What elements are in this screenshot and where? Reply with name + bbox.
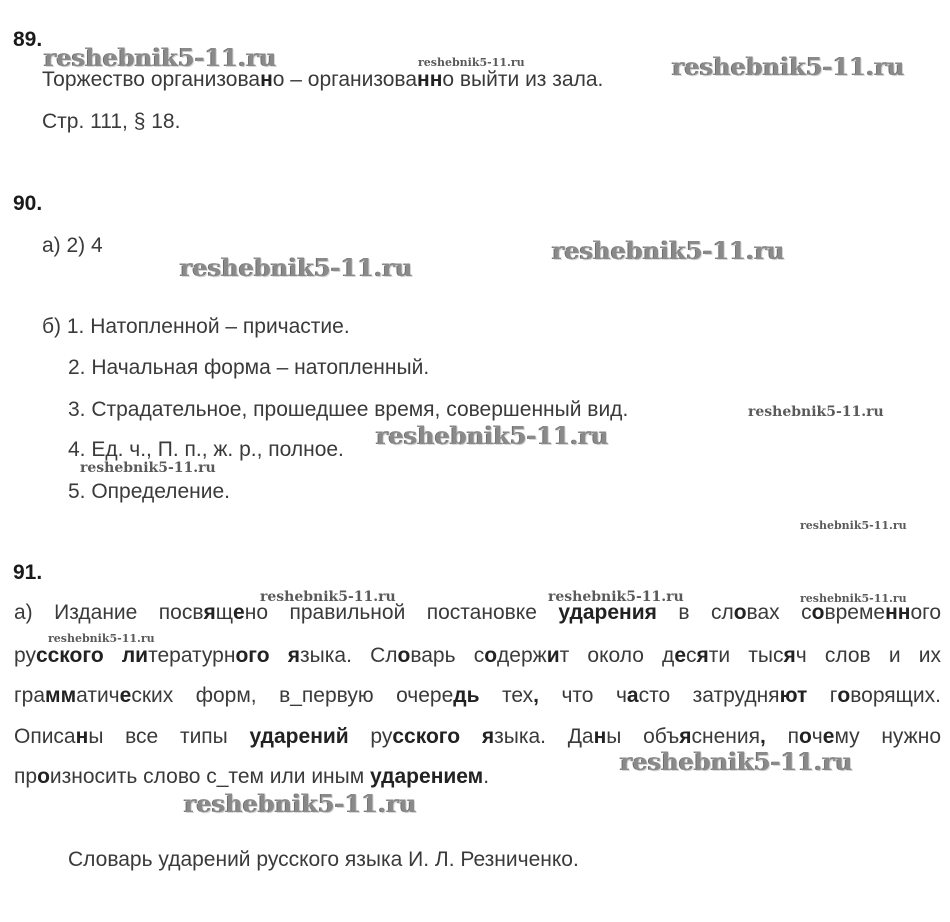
ex89-sentence: Торжество организовано – организованно выйти из зала. bbox=[42, 68, 604, 91]
watermark: reshebnik5-11.ru bbox=[620, 747, 853, 776]
ex91-line-1: а) Издание посвящено правильной постановке ударения в словах современного bbox=[14, 601, 942, 624]
ex90-item-5: 5. Определение. bbox=[68, 480, 230, 503]
ex90-item-1: б) 1. Натопленной – причастие. bbox=[42, 315, 350, 338]
ex91-source: Словарь ударений русского языка И. Л. Резниченко. bbox=[68, 848, 579, 871]
ex90-item-3: 3. Страдательное, прошедшее время, совершенный вид. bbox=[68, 398, 629, 421]
watermark: reshebnik5-11.ru bbox=[418, 56, 525, 69]
ex90-item-2: 2. Начальная форма – натопленный. bbox=[68, 356, 430, 379]
watermark: reshebnik5-11.ru bbox=[80, 460, 216, 476]
watermark: reshebnik5-11.ru bbox=[44, 43, 277, 72]
watermark: reshebnik5-11.ru bbox=[180, 253, 413, 282]
watermark: reshebnik5-11.ru bbox=[748, 404, 884, 420]
watermark: reshebnik5-11.ru bbox=[260, 589, 396, 605]
watermark: reshebnik5-11.ru bbox=[800, 592, 907, 605]
ex90-part-a: а) 2) 4 bbox=[42, 234, 103, 257]
exercise-number-90: 90. bbox=[13, 192, 43, 215]
watermark: reshebnik5-11.ru bbox=[552, 236, 785, 265]
ex91-line-3: грамматических форм, в_первую очередь тех, что часто затрудняют говорящих. bbox=[14, 684, 941, 707]
watermark: reshebnik5-11.ru bbox=[184, 789, 417, 818]
watermark: reshebnik5-11.ru bbox=[672, 52, 905, 81]
ex91-line-4: Описаны все типы ударений русского языка. Даны объяснения, почему нужно bbox=[14, 725, 941, 748]
ex91-line-5: произносить слово с_тем или иным ударением. bbox=[14, 765, 490, 788]
watermark: reshebnik5-11.ru bbox=[376, 421, 609, 450]
ex89-reference: Стр. 111, § 18. bbox=[42, 110, 181, 133]
watermark: reshebnik5-11.ru bbox=[800, 519, 907, 532]
ex91-line-2: русского литературного языка. Словарь содержит около десяти тысяч слов и их bbox=[14, 644, 942, 667]
watermark: reshebnik5-11.ru bbox=[48, 632, 155, 645]
ex90-item-4: 4. Ед. ч., П. п., ж. р., полное. bbox=[68, 438, 344, 461]
exercise-number-89: 89. bbox=[13, 28, 43, 51]
watermark: reshebnik5-11.ru bbox=[548, 589, 684, 605]
exercise-number-91: 91. bbox=[13, 561, 43, 584]
